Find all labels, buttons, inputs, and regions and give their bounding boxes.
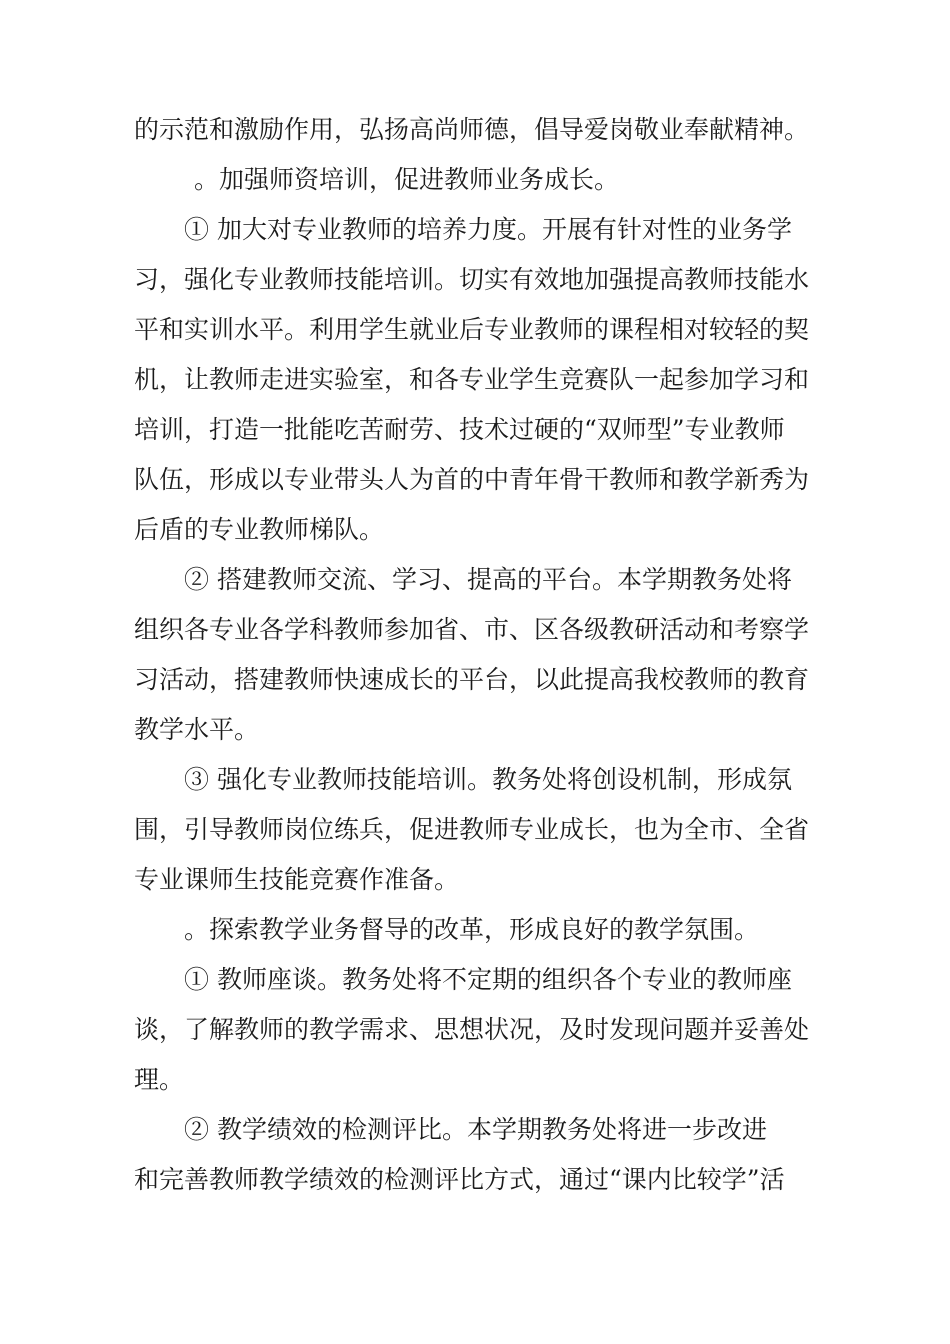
text-line: ② 教学绩效的检测评比。本学期教务处将进一步改进 bbox=[184, 1115, 767, 1144]
text-line: 机，让教师走进实验室，和各专业学生竞赛队一起参加学习和 bbox=[134, 365, 810, 394]
text-line: 专业课师生技能竞赛作准备。 bbox=[134, 865, 460, 894]
text-line: 的示范和激励作用，弘扬高尚师德，倡导爱岗敬业奉献精神。 bbox=[134, 115, 810, 144]
text-line: ① 加大对专业教师的培养力度。开展有针对性的业务学 bbox=[184, 215, 792, 244]
text-line: 理。 bbox=[134, 1065, 185, 1094]
section-heading: 。加强师资培训，促进教师业务成长。 bbox=[194, 165, 620, 194]
paragraph-item-2-platform bbox=[134, 555, 834, 755]
paragraph-item-2-evaluation bbox=[134, 1105, 834, 1205]
document-body bbox=[134, 105, 834, 1205]
text-line: 队伍，形成以专业带头人为首的中青年骨干教师和教学新秀为 bbox=[134, 465, 810, 494]
text-line: 习，强化专业教师技能培训。切实有效地加强提高教师技能水 bbox=[134, 265, 810, 294]
text-line: 和完善教师教学绩效的检测评比方式，通过“课内比较学”活 bbox=[134, 1165, 785, 1194]
text-line: 围，引导教师岗位练兵，促进教师专业成长，也为全市、全省 bbox=[134, 815, 810, 844]
paragraph-item-3-skills bbox=[134, 755, 834, 905]
text-line: 培训，打造一批能吃苦耐劳、技术过硬的“双师型”专业教师 bbox=[134, 415, 785, 444]
text-line: 组织各专业各学科教师参加省、市、区各级教研活动和考察学 bbox=[134, 615, 810, 644]
paragraph-teacher-ethics bbox=[134, 105, 834, 155]
text-line: 谈，了解教师的教学需求、思想状况，及时发现问题并妥善处 bbox=[134, 1015, 810, 1044]
text-line: 后盾的专业教师梯队。 bbox=[134, 515, 385, 544]
text-line: ③ 强化专业教师技能培训。教务处将创设机制，形成氛 bbox=[184, 765, 792, 794]
text-line: 平和实训水平。利用学生就业后专业教师的课程相对较轻的契 bbox=[134, 315, 810, 344]
text-line: ② 搭建教师交流、学习、提高的平台。本学期教务处将 bbox=[184, 565, 792, 594]
text-line: 习活动，搭建教师快速成长的平台，以此提高我校教师的教育 bbox=[134, 665, 810, 694]
paragraph-item-1-training bbox=[134, 205, 834, 555]
paragraph-item-1-symposium bbox=[134, 955, 834, 1105]
text-line: ① 教师座谈。教务处将不定期的组织各个专业的教师座 bbox=[184, 965, 792, 994]
heading-teacher-training bbox=[134, 155, 834, 205]
heading-supervision-reform bbox=[134, 905, 834, 955]
text-line: 教学水平。 bbox=[134, 715, 260, 744]
section-heading: 。探索教学业务督导的改革，形成良好的教学氛围。 bbox=[184, 915, 760, 944]
